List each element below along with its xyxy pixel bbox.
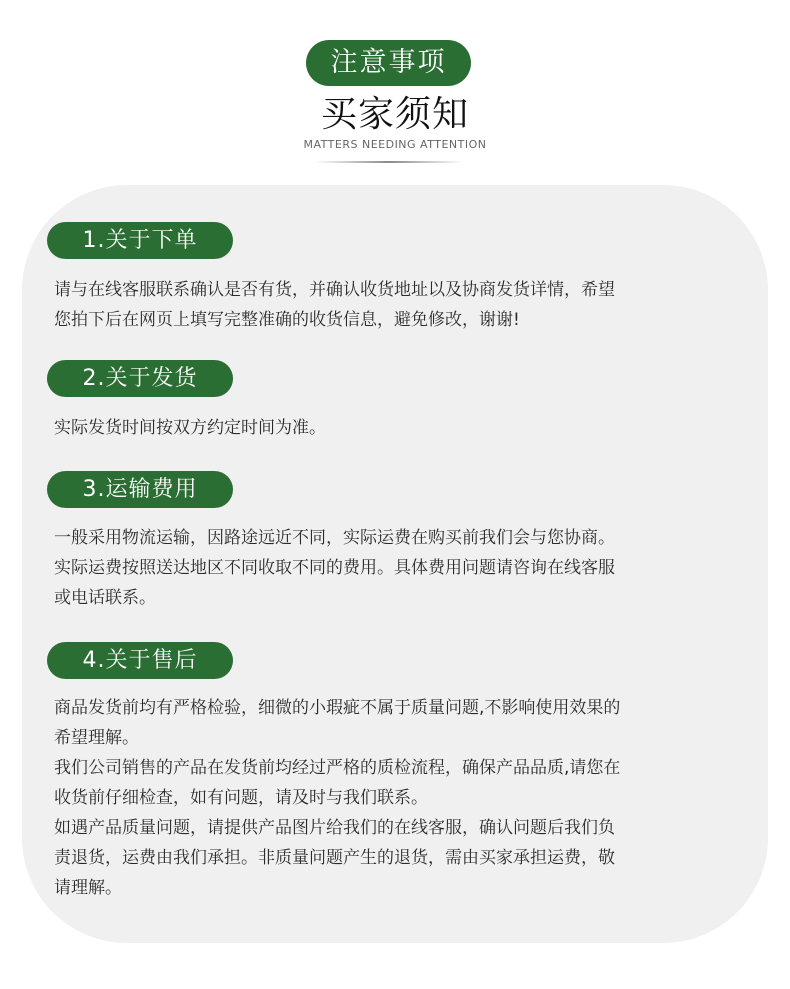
section-line: 或电话联系。 (54, 588, 156, 608)
section-body-after-sales (54, 693, 744, 903)
section-line: 如遇产品质量问题，请提供产品图片给我们的在线客服，确认问题后我们负 (54, 818, 615, 838)
section-line: 商品发货前均有严格检验，细微的小瑕疵不属于质量问题,不影响使用效果的 (54, 698, 621, 718)
section-line: 一般采用物流运输，因路途远近不同，实际运费在购买前我们会与您协商。 (54, 528, 615, 548)
section-line: 实际运费按照送达地区不同收取不同的费用。具体费用问题请咨询在线客服 (54, 558, 615, 578)
section-line: 希望理解。 (54, 728, 139, 748)
header-badge: 注意事项 (306, 40, 471, 86)
page-title: 买家须知 (320, 94, 469, 135)
section-line: 您拍下后在网页上填写完整准确的收货信息，避免修改，谢谢! (54, 310, 520, 330)
section-badge-freight: 3.运输费用 (47, 471, 233, 508)
section-badge-after-sales: 4.关于售后 (47, 642, 233, 679)
section-line: 责退货，运费由我们承担。非质量问题产生的退货，需由买家承担运费，敬 (54, 848, 615, 868)
section-line: 收货前仔细检查，如有问题，请及时与我们联系。 (54, 788, 428, 808)
section-line: 我们公司销售的产品在发货前均经过严格的质检流程，确保产品品质,请您在 (54, 758, 621, 778)
section-line: 实际发货时间按双方约定时间为准。 (54, 418, 326, 438)
title-underline (315, 161, 463, 163)
page-subtitle: MATTERS NEEDING ATTENTION (303, 138, 487, 151)
section-line: 请理解。 (54, 878, 122, 898)
section-badge-ordering: 1.关于下单 (47, 222, 233, 259)
section-body-shipping (54, 413, 744, 443)
section-body-freight (54, 523, 744, 613)
section-line: 请与在线客服联系确认是否有货，并确认收货地址以及协商发货详情，希望 (54, 280, 615, 300)
section-badge-shipping: 2.关于发货 (47, 360, 233, 397)
section-body-ordering (54, 275, 744, 335)
